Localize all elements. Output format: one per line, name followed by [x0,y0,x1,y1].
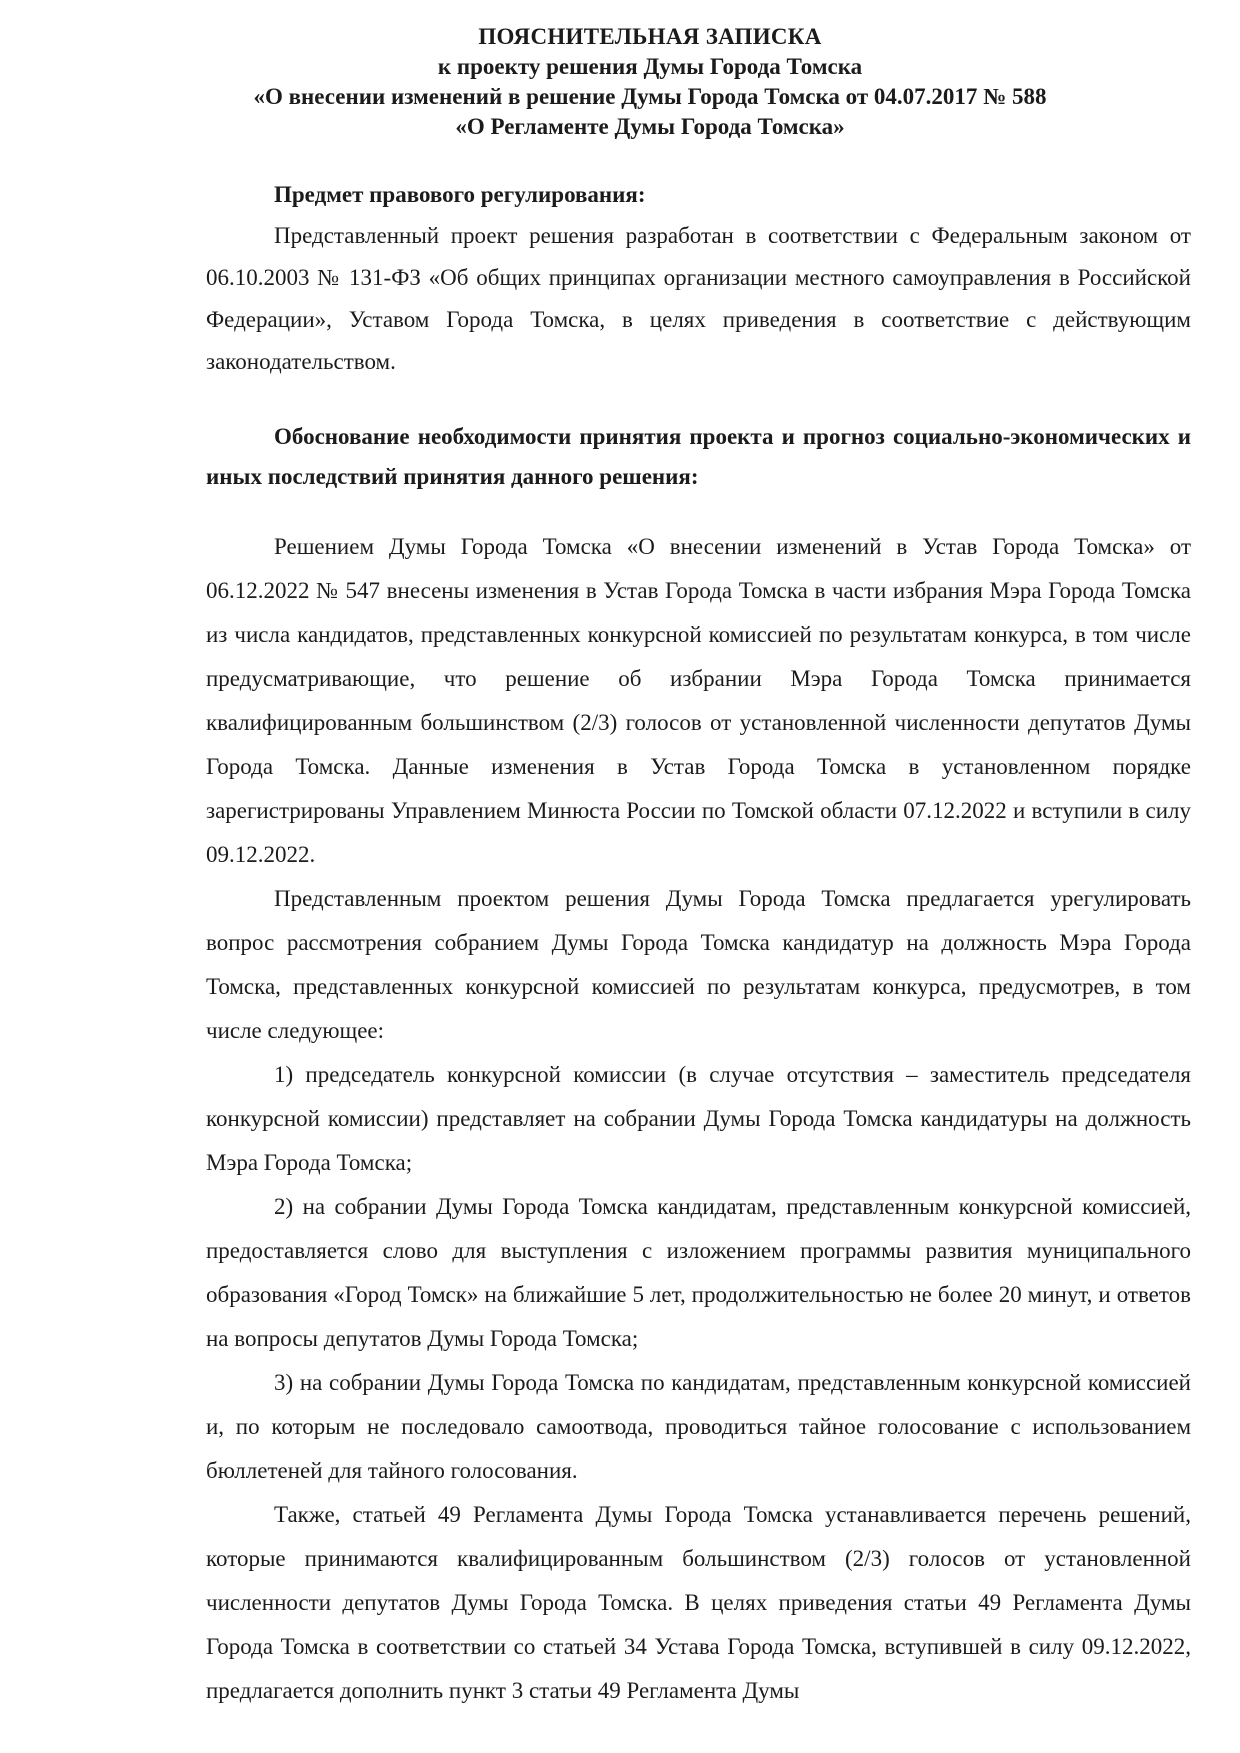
document-header [200,22,1100,142]
justification-list-item-2: 2) на собрании Думы Города Томска кандидатам, представленным конкурсной комиссией, предоставляется слово для выступления с изложением программы развития муниципального образования «Город Томск» на ближайшие 5 лет, продолжительностью не более 20 минут, и ответов на вопросы депутатов Думы Города Томска; [206,1194,1191,1351]
justification-list-item-3: 3) на собрании Думы Города Томска по кандидатам, представленным конкурсной комиссией и, по которым не последовало самоотвода, проводиться тайное голосование с использованием бюллетеней для тайного голосования. [206,1370,1191,1483]
document-subtitle-line-2: «О внесении изменений в решение Думы Города Томска от 04.07.2017 № 588 [253,84,1047,109]
justification-paragraph-2: Представленным проектом решения Думы Города Томска предлагается урегулировать вопрос рассмотрения собранием Думы Города Томска кандидатур на должность Мэра Города Томска, представленных конкурсной комиссией по результатам конкурса, предусмотрев, в том числе следующее: [206,886,1191,1043]
document-body [206,175,1191,1713]
section-heading-justification: Обоснование необходимости принятия проекта и прогноз социально-экономических и иных последствий принятия данного решения: [206,424,1191,489]
document-subtitle-line-3: «О Регламенте Думы Города Томска» [455,114,845,139]
section-subject-paragraph: Представленный проект решения разработан в соответствии с Федеральным законом от 06.10.2003 № 131-ФЗ «Об общих принципах организации местного самоуправления в Российской Федерации», Уставом Города Томска, в целях приведения в соответствие с действующим законодательством. [206,223,1191,374]
document-title: ПОЯСНИТЕЛЬНАЯ ЗАПИСКА [478,24,822,49]
justification-list-item-1: 1) председатель конкурсной комиссии (в случае отсутствия – заместитель председателя конкурсной комиссии) представляет на собрании Думы Города Томска кандидатуры на должность Мэра Города Томска; [206,1062,1191,1175]
section-heading-subject: Предмет правового регулирования: [274,182,646,207]
justification-paragraph-3: Также, статьей 49 Регламента Думы Города Томска устанавливается перечень решений, которые принимаются квалифицированным большинством (2/3) голосов от установленной численности депутатов Думы Города Томска. В целях приведения статьи 49 Регламента Думы Города Томска в соответствии со статьей 34 Устава Города Томска, вступившей в силу 09.12.2022, предлагается дополнить пункт 3 статьи 49 Регламента Думы [206,1502,1191,1703]
document-subtitle-line-1: к проекту решения Думы Города Томска [437,54,863,79]
justification-paragraph-1: Решением Думы Города Томска «О внесении изменений в Устав Города Томска» от 06.12.2022 № 547 внесены изменения в Устав Города Томска в части избрания Мэра Города Томска из числа кандидатов, представленных конкурсной комиссией по результатам конкурса, в том числе предусматривающие, что решение об избрании Мэра Города Томска принимается квалифицированным большинством (2/3) голосов от установленной численности депутатов Думы Города Томска. Данные изменения в Устав Города Томска в установленном порядке зарегистрированы Управлением Минюста России по Томской области 07.12.2022 и вступили в силу 09.12.2022. [206,534,1191,867]
